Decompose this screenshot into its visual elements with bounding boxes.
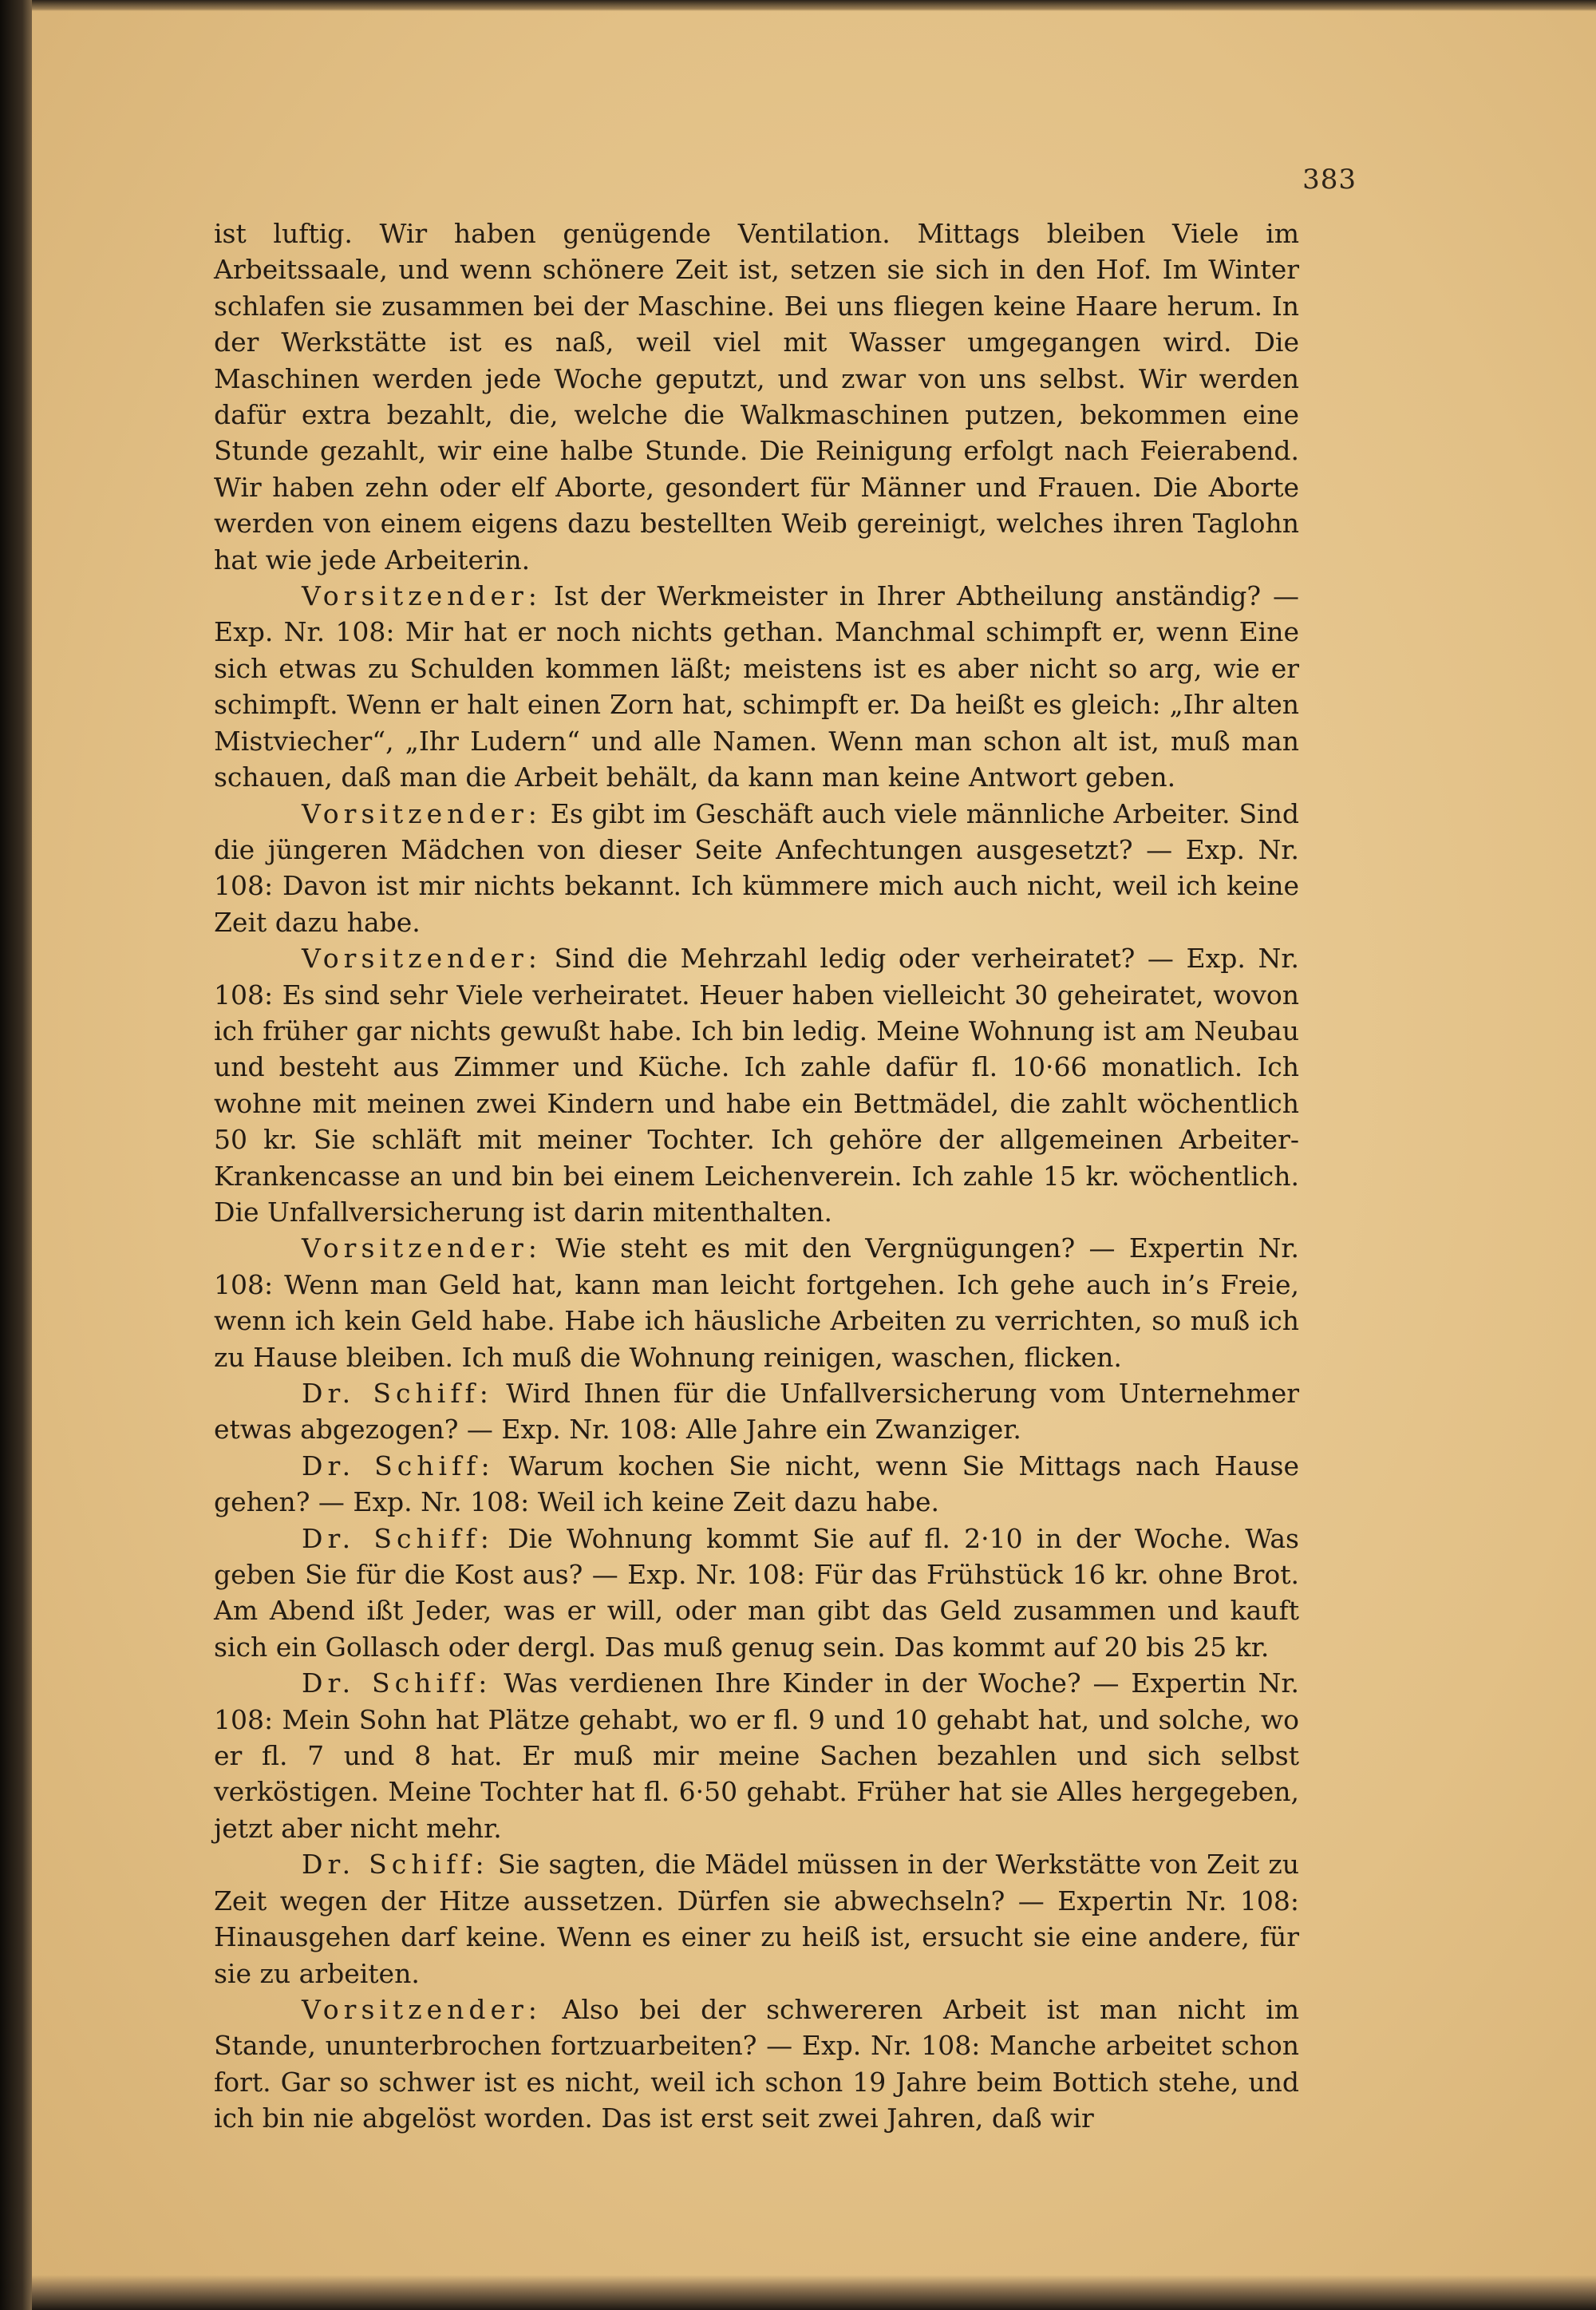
paragraph-text: Die Wohnung kommt Sie auf fl. 2·10 in der Woche. Was geben Sie für die Kost aus? — Exp. Nr. 108: Für das Frühstück 16 kr. ohne Brot. Am Abend ißt Jeder, was er will, oder man gibt das Geld zusammen und kauft sich ein Gollasch oder dergl. Das muß genug sein. Das kommt auf 20 bis 25 kr. — [214, 1522, 1299, 1663]
paragraph-text: Wird Ihnen für die Unfallversicherung vom Unternehmer etwas abgezogen? — Exp. Nr. 108: Alle Jahre ein Zwanziger. — [214, 1378, 1299, 1446]
speaker-label: Dr. Schiff: — [302, 1378, 493, 1409]
paragraph-text: Ist der Werkmeister in Ihrer Abtheilung anständig? — Exp. Nr. 108: Mir hat er noch nichts gethan. Manchmal schimpft er, wenn Eine sich etwas zu Schulden kommen läßt; meistens ist es aber nicht so arg, wie er schimpft. Wenn er halt einen Zorn hat, schimpft er. Da heißt es gleich: „Ihr alten Mistviecher“, „Ihr Ludern“ und alle Namen. Wenn man schon alt ist, muß man schauen, daß man die Arbeit behält, da kann man keine Antwort geben. — [214, 580, 1299, 793]
page-number: 383 — [1302, 164, 1357, 196]
paragraph-text: ist luftig. Wir haben genügende Ventilation. Mittags bleiben Viele im Arbeitssaale, und wenn schönere Zeit ist, setzen sie sich in den Hof. Im Winter schlafen sie zusammen bei der Maschine. Bei uns fliegen keine Haare herum. In der Werkstätte ist es naß, weil viel mit Wasser umgegangen wird. Die Maschinen werden jede Woche geputzt, und zwar von uns selbst. Wir werden dafür extra bezahlt, die, welche die Walkmaschinen putzen, bekommen eine Stunde gezahlt, wir eine halbe Stunde. Die Reinigung erfolgt nach Feierabend. Wir haben zehn oder elf Aborte, gesondert für Männer und Frauen. Die Aborte werden von einem eigens dazu bestellten Weib gereinigt, welches ihren Taglohn hat wie jede Arbeiterin. — [214, 218, 1299, 576]
paragraph — [214, 1665, 1299, 1846]
paragraph — [214, 940, 1299, 1230]
paragraph — [214, 1846, 1299, 1992]
paragraph-text: Was verdienen Ihre Kinder in der Woche? — Expertin Nr. 108: Mein Sohn hat Plätze gehabt, wo er fl. 9 und 10 gehabt hat, und solche, wo er fl. 7 und 8 hat. Er muß mir meine Sachen bezahlen und sich selbst verköstigen. Meine Tochter hat fl. 6·50 gehabt. Früher hat sie Alles hergegeben, jetzt aber nicht mehr. — [214, 1667, 1299, 1844]
book-gutter — [0, 0, 32, 2310]
speaker-label: Vorsitzender: — [302, 943, 542, 975]
speaker-label: Vorsitzender: — [302, 580, 542, 612]
paragraph-text: Sind die Mehrzahl ledig oder verheiratet? — Exp. Nr. 108: Es sind sehr Viele verheiratet. Heuer haben vielleicht 30 geheiratet, wovon ich früher gar nichts gewußt habe. Ich bin ledig. Meine Wohnung ist am Neubau und besteht aus Zimmer und Küche. Ich zahle dafür fl. 10·66 monatlich. Ich wohne mit meinen zwei Kindern und habe ein Bettmädel, die zahlt wöchentlich 50 kr. Sie schläft mit meiner Tochter. Ich gehöre der allgemeinen Arbeiter-Krankencasse an und bin bei einem Leichenverein. Ich zahle 15 kr. wöchentlich. Die Unfallversicherung ist darin mitenthalten. — [214, 943, 1299, 1228]
speaker-label: Dr. Schiff: — [302, 1667, 492, 1699]
speaker-label: Dr. Schiff: — [302, 1849, 489, 1881]
paragraph — [214, 1992, 1299, 2137]
paragraph-text: Warum kochen Sie nicht, wenn Sie Mittags nach Hause gehen? — Exp. Nr. 108: Weil ich keine Zeit dazu habe. — [214, 1450, 1299, 1518]
page-top-edge — [32, 0, 1596, 11]
paragraph — [214, 216, 1299, 578]
speaker-label: Vorsitzender: — [302, 1993, 542, 2025]
body-text — [214, 216, 1299, 2137]
paragraph-text: Es gibt im Geschäft auch viele männliche Arbeiter. Sind die jüngeren Mädchen von dieser Seite Anfechtungen ausgesetzt? — Exp. Nr. 108: Davon ist mir nichts bekannt. Ich kümmere mich auch nicht, weil ich keine Zeit dazu habe. — [214, 797, 1299, 938]
paragraph — [214, 1448, 1299, 1521]
paragraph — [214, 1230, 1299, 1375]
speaker-label: Vorsitzender: — [302, 1232, 542, 1264]
paragraph — [214, 1375, 1299, 1448]
paragraph-text: Wie steht es mit den Vergnügungen? — Expertin Nr. 108: Wenn man Geld hat, kann man leicht fortgehen. Ich gehe auch in’s Freie, wenn ich kein Geld habe. Habe ich häusliche Arbeiten zu verrichten, so muß ich zu Hause bleiben. Ich muß die Wohnung reinigen, waschen, flicken. — [214, 1232, 1299, 1373]
paragraph — [214, 1521, 1299, 1666]
speaker-label: Dr. Schiff: — [302, 1450, 495, 1481]
speaker-label: Dr. Schiff: — [302, 1522, 494, 1554]
speaker-label: Vorsitzender: — [302, 797, 542, 829]
page-bottom-edge — [32, 2275, 1596, 2310]
paragraph — [214, 796, 1299, 941]
paragraph — [214, 578, 1299, 795]
paragraph-text: Sie sagten, die Mädel müssen in der Werkstätte von Zeit zu Zeit wegen der Hitze aussetzen. Dürfen sie abwechseln? — Expertin Nr. 108: Hinausgehen darf keine. Wenn es einer zu heiß ist, ersucht sie eine andere, für sie zu arbeiten. — [214, 1849, 1300, 1989]
paragraph-text: Also bei der schwereren Arbeit ist man nicht im Stande, ununterbrochen fortzuarbeiten? — Exp. Nr. 108: Manche arbeitet schon fort. Gar so schwer ist es nicht, weil ich schon 19 Jahre beim Bottich stehe, und ich bin nie abgelöst worden. Das ist erst seit zwei Jahren, daß wir — [214, 1993, 1299, 2134]
